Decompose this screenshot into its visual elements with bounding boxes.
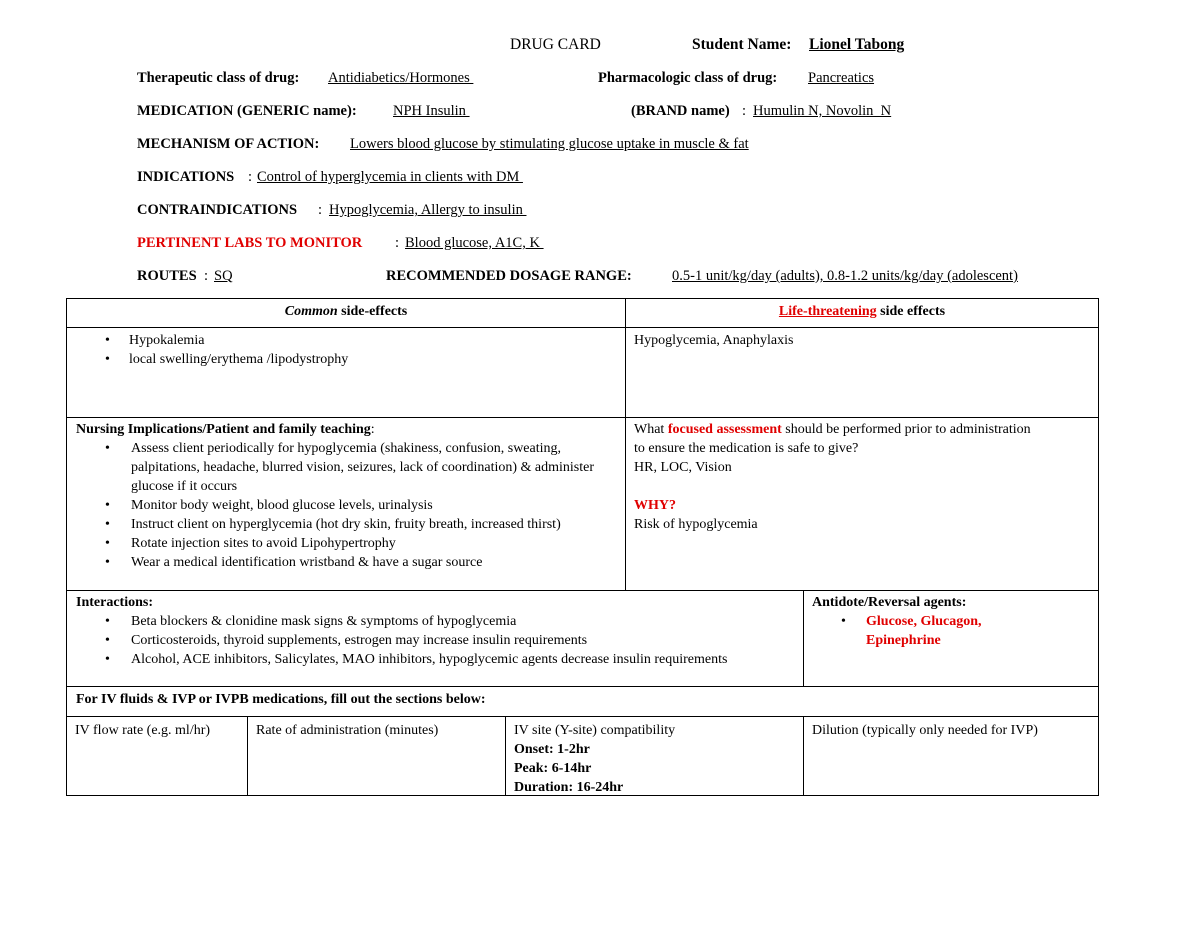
list-item-text: Alcohol, ACE inhibitors, Salicylates, MAO inhibitors, hypoglycemic agents decrease insulin requirements [131,652,728,667]
list-item [809,612,1016,650]
therapeutic-class-value: Antidiabetics/Hormones [328,70,474,86]
ysite-compatibility-cell [505,716,804,796]
bullet-icon: • [105,352,110,367]
common-header-italic: Common [284,304,338,319]
bullet-icon: • [105,441,110,456]
pharmacologic-class-value: Pancreatics [808,70,875,86]
iv-flow-rate-label: IV flow rate (e.g. ml/hr) [75,723,211,738]
bullet-icon: • [105,614,110,629]
bullet-icon: • [841,614,846,629]
list-item-text: Corticosteroids, thyroid supplements, estrogen may increase insulin requirements [131,633,588,648]
pertinent-labs-colon: : [395,235,400,251]
list-item-text: Monitor body weight, blood glucose levels, urinalysis [131,498,433,513]
interactions-title: Interactions: [76,595,153,610]
nursing-implications-cell [66,417,626,591]
peak-value: Peak: 6-14hr [514,761,592,776]
list-item-text: local swelling/erythema /lipodystrophy [129,352,349,367]
contraindications-label: CONTRAINDICATIONS [137,202,298,218]
life-header-rest: side effects [876,304,946,319]
antidote-title: Antidote/Reversal agents: [812,595,967,610]
why-answer: Risk of hypoglycemia [634,517,758,532]
list-item [75,496,617,515]
assessment-question-post: should be performed prior to administration to ensure the medication is safe to give? [634,422,1031,456]
student-name-value: Lionel Tabong [809,36,905,53]
life-threatening-value: Hypoglycemia, Anaphylaxis [634,333,794,348]
student-name-label: Student Name: [692,36,792,53]
nursing-list [75,439,617,572]
focused-assessment-cell [625,417,1099,591]
nursing-title: Nursing Implications/Patient and family teaching [76,422,371,437]
list-item-text: Beta blockers & clonidine mask signs & symptoms of hypoglycemia [131,614,517,629]
assessment-question-pre: What [634,422,668,437]
dilution-label: Dilution (typically only needed for IVP) [812,723,1038,738]
contraindications-colon: : [318,202,323,218]
list-item [75,331,617,350]
bullet-icon: • [105,536,110,551]
assessment-answer: HR, LOC, Vision [634,460,732,475]
list-item [75,534,617,553]
common-side-effects-cell [66,327,626,418]
life-threatening-cell [625,327,1099,418]
interactions-cell [66,590,804,687]
dosage-range-value: 0.5-1 unit/kg/day (adults), 0.8-1.2 units/kg/day (adolescent) [672,268,1018,284]
mechanism-label: MECHANISM OF ACTION: [137,136,320,152]
bullet-icon: • [105,498,110,513]
iv-section-title: For IV fluids & IVP or IVPB medications, fill out the sections below: [66,686,1099,717]
nursing-title-colon: : [370,422,375,437]
common-side-effects-header [66,298,626,328]
therapeutic-class-label: Therapeutic class of drug: [137,70,300,86]
bullet-icon: • [105,333,110,348]
list-item [75,553,617,572]
dilution-cell [803,716,1099,796]
life-header-red: Life-threatening [778,304,877,319]
pertinent-labs-label: PERTINENT LABS TO MONITOR [137,235,363,251]
bullet-icon: • [105,517,110,532]
antidote-list [809,612,1090,650]
routes-value: SQ [214,268,233,284]
list-item [75,439,617,496]
generic-name-value: NPH Insulin [393,103,470,119]
common-header-rest: side-effects [337,304,408,319]
interactions-list [75,612,795,669]
dosage-range-label: RECOMMENDED DOSAGE RANGE: [386,268,632,284]
pharmacologic-class-label: Pharmacologic class of drug: [598,70,778,86]
list-item-text: Wear a medical identification wristband & have a sugar source [131,555,483,570]
mechanism-value: Lowers blood glucose by stimulating glucose uptake in muscle & fat [350,136,749,152]
pertinent-labs-value: Blood glucose, A1C, K [405,235,544,251]
iv-flow-rate-cell [66,716,248,796]
antidote-cell [803,590,1099,687]
ysite-label: IV site (Y-site) compatibility [514,723,676,738]
bullet-icon: • [105,555,110,570]
list-item-text: Hypokalemia [129,333,205,348]
generic-name-label: MEDICATION (GENERIC name): [137,103,357,119]
list-item [75,515,617,534]
bullet-icon: • [105,633,110,648]
assessment-question-red: focused assessment [667,422,782,437]
list-item-text: Rotate injection sites to avoid Lipohypertrophy [131,536,396,551]
why-label: WHY? [634,498,676,513]
rate-of-administration-label: Rate of administration (minutes) [256,723,439,738]
onset-value: Onset: 1-2hr [514,742,590,757]
list-item [75,650,795,669]
rate-of-administration-cell [247,716,506,796]
card-title: DRUG CARD [510,36,601,53]
list-item [75,612,795,631]
routes-colon: : [204,268,209,284]
indications-colon: : [248,169,253,185]
list-item-text: Glucose, Glucagon, Epinephrine [866,614,982,648]
brand-name-label: (BRAND name) [631,103,730,119]
life-threatening-header [625,298,1099,328]
brand-name-value: Humulin N, Novolin N [753,103,892,119]
indications-label: INDICATIONS [137,169,235,185]
bullet-icon: • [105,652,110,667]
common-side-effects-list [75,331,617,369]
duration-value: Duration: 16-24hr [514,780,624,795]
list-item [75,631,795,650]
contraindications-value: Hypoglycemia, Allergy to insulin [329,202,527,218]
routes-label: ROUTES [137,268,197,284]
brand-name-colon: : [742,103,747,119]
list-item-text: Instruct client on hyperglycemia (hot dry skin, fruity breath, increased thirst) [131,517,561,532]
list-item [75,350,617,369]
indications-value: Control of hyperglycemia in clients with DM [257,169,523,185]
list-item-text: Assess client periodically for hypoglycemia (shakiness, confusion, sweating, palpitations, headache, blurred vision, seizures, lack of coordination) & administer glucose if it occurs [131,441,595,494]
